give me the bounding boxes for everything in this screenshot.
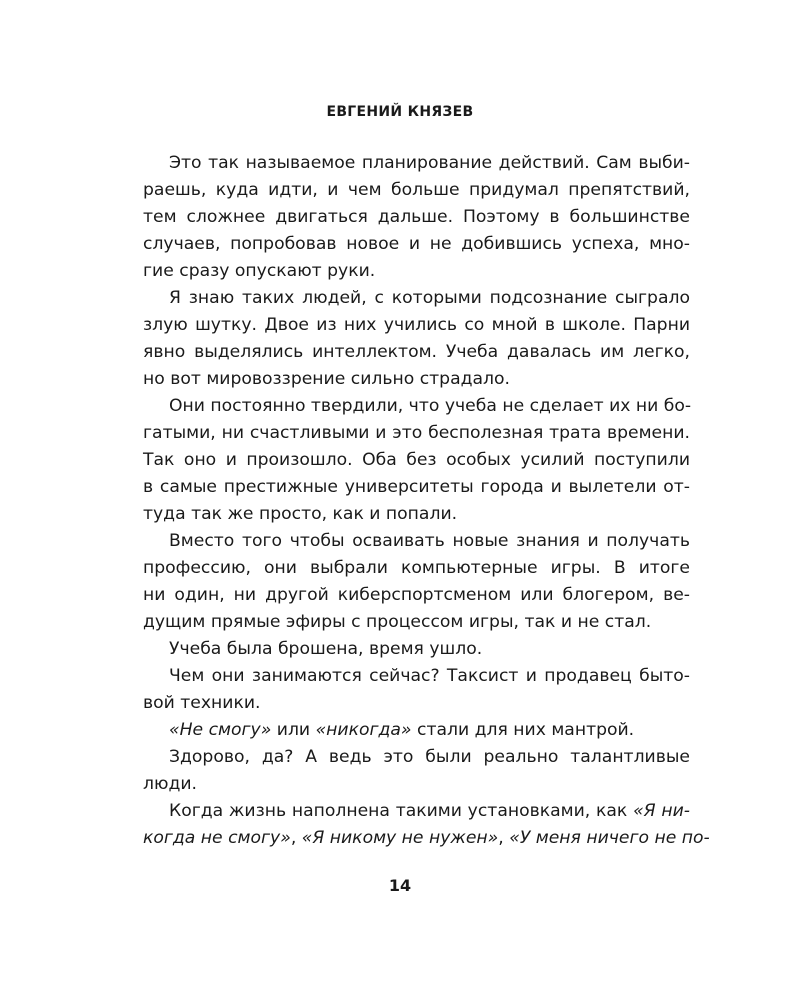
text-line-with-italics: «Не смогу» или «никогда» стали для них мантрой.	[169, 720, 635, 740]
text-line: случаев, попробовав новое и не добившись успеха, мно-	[143, 234, 690, 254]
text-line: раешь, куда идти, и чем больше придумал препятствий,	[143, 180, 690, 200]
text-line: дущим прямые эфиры с процессом игры, так и не стал.	[143, 612, 652, 632]
text-line: в самые престижные университеты города и вылетели от-	[143, 477, 690, 497]
body-text	[143, 150, 710, 852]
text-line: гатыми, ни счастливыми и это бесполезная трата времени.	[143, 423, 690, 443]
text-line: Так оно и произошло. Оба без особых усилий поступили	[143, 450, 690, 470]
text-line: Здорово, да? А ведь это были реально талантливые	[169, 747, 690, 767]
text-line-with-italics: Когда жизнь наполнена такими установками, как «Я ни-	[169, 801, 690, 821]
text-line: Чем они занимаются сейчас? Таксист и продавец быто-	[169, 666, 690, 686]
text-line: явно выделялись интеллектом. Учеба давалась им легко,	[143, 342, 690, 362]
text-line: профессию, они выбрали компьютерные игры. В итоге	[143, 558, 690, 578]
page-number: 14	[388, 876, 412, 895]
text-line-with-italics: когда не смогу», «Я никому не нужен», «У меня ничего не по-	[143, 828, 710, 848]
text-line: гие сразу опускают руки.	[143, 261, 376, 281]
text-line: тем сложнее двигаться дальше. Поэтому в большинстве	[143, 207, 690, 227]
text-line: Они постоянно твердили, что учеба не сделает их ни бо-	[169, 396, 692, 416]
running-header-author: ЕВГЕНИЙ КНЯЗЕВ	[326, 104, 474, 120]
text-line: Вместо того чтобы осваивать новые знания и получать	[169, 531, 690, 551]
text-line: злую шутку. Двое из них учились со мной в школе. Парни	[143, 315, 690, 335]
text-line: туда так же просто, как и попали.	[143, 504, 458, 524]
text-line: ни один, ни другой киберспортсменом или блогером, ве-	[143, 585, 690, 605]
text-line: Это так называемое планирование действий. Сам выби-	[169, 153, 690, 173]
text-line: но вот мировоззрение сильно страдало.	[143, 369, 510, 389]
text-line: Я знаю таких людей, с которыми подсознание сыграло	[169, 288, 690, 308]
text-line: люди.	[143, 774, 197, 794]
text-line: Учеба была брошена, время ушло.	[169, 639, 483, 659]
text-line: вой техники.	[143, 693, 261, 713]
